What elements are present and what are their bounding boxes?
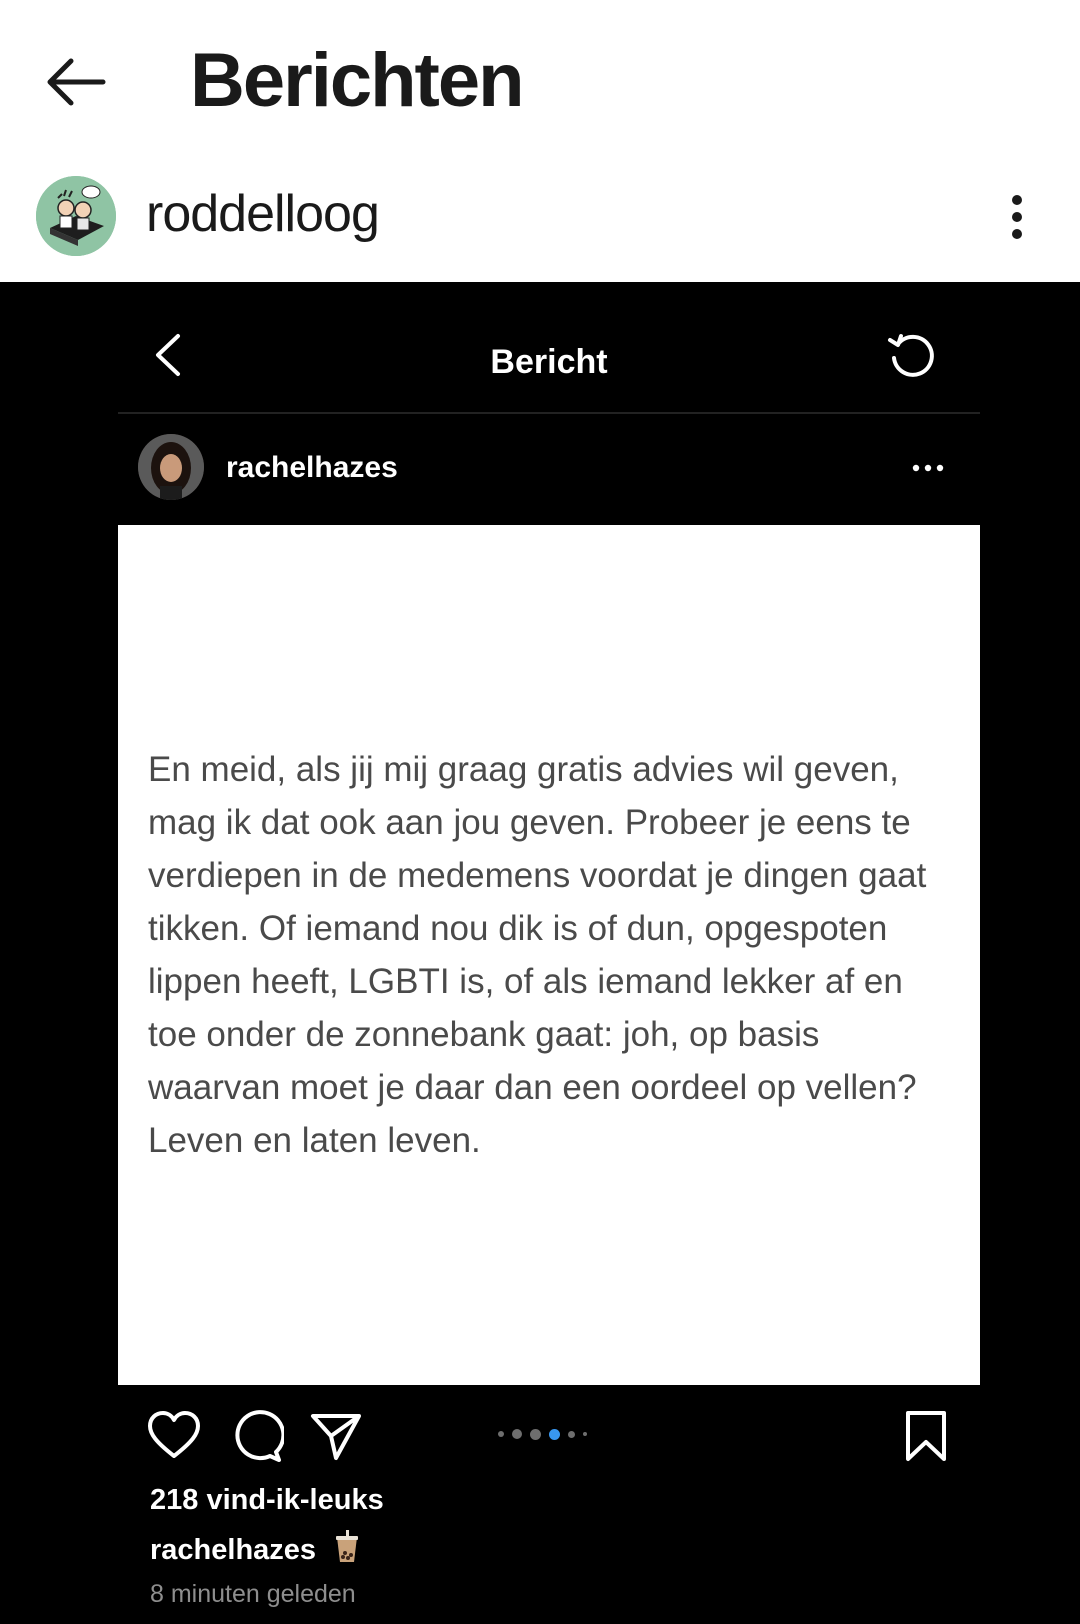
carousel-dot <box>568 1431 575 1438</box>
post-image[interactable] <box>118 525 980 1385</box>
save-button[interactable] <box>898 1408 954 1464</box>
bookmark-icon <box>898 1408 954 1464</box>
carousel-dot <box>512 1429 522 1439</box>
send-icon <box>308 1408 364 1464</box>
share-button[interactable] <box>308 1408 364 1464</box>
comment-button[interactable] <box>228 1408 284 1464</box>
avatar[interactable] <box>36 176 116 256</box>
like-count[interactable]: 218 vind-ik-leuks <box>150 1484 384 1516</box>
bubble-tea-icon <box>334 1530 360 1573</box>
heart-icon <box>146 1408 202 1464</box>
app-header <box>0 0 1080 282</box>
refresh-button[interactable] <box>884 328 944 388</box>
post-actions <box>118 1402 980 1482</box>
more-options-button[interactable] <box>992 182 1042 252</box>
like-button[interactable] <box>146 1408 202 1464</box>
carousel-dot-active <box>549 1429 560 1440</box>
divider <box>118 412 980 414</box>
post-top-bar <box>118 282 980 412</box>
shared-post-screenshot[interactable] <box>0 282 1080 1624</box>
carousel-indicator <box>498 1424 587 1444</box>
conversation-username[interactable]: roddelloog <box>146 185 379 243</box>
post-timestamp: 8 minuten geleden <box>150 1580 356 1608</box>
caption-username[interactable]: rachelhazes <box>150 1534 317 1567</box>
more-vertical-icon <box>1010 194 1024 240</box>
arrow-left-icon <box>45 57 107 107</box>
post-more-button[interactable] <box>908 448 958 488</box>
carousel-dot <box>530 1429 541 1440</box>
page-title: Berichten <box>190 38 523 123</box>
post-author-username[interactable]: rachelhazes <box>226 451 398 484</box>
cartoon-avatar-icon <box>36 176 116 256</box>
profile-photo-icon <box>138 434 204 500</box>
more-horizontal-icon <box>908 448 948 488</box>
back-button[interactable] <box>36 42 116 122</box>
comment-icon <box>228 1408 284 1464</box>
refresh-icon <box>884 328 940 384</box>
carousel-dot <box>583 1432 587 1436</box>
post-header <box>118 432 980 512</box>
carousel-dot <box>498 1431 504 1437</box>
post-author-avatar[interactable] <box>138 434 204 500</box>
post-image-text: En meid, als jij mij graag gratis advies wil geven, mag ik dat ook aan jou geven. Probeer je eens te verdiepen in de medemens voordat je dingen gaat tikken. Of iemand nou dik is of dun, opgespoten lippen heeft, LGBTI is, of als iemand lekker af en toe onder de zonnebank gaat: joh, op basis waarvan moet je daar dan een oordeel op vellen? Leven en laten leven. <box>148 750 927 1160</box>
caption <box>150 1530 360 1573</box>
post-view-title: Bericht <box>490 343 608 381</box>
conversation-header[interactable] <box>0 172 1080 258</box>
